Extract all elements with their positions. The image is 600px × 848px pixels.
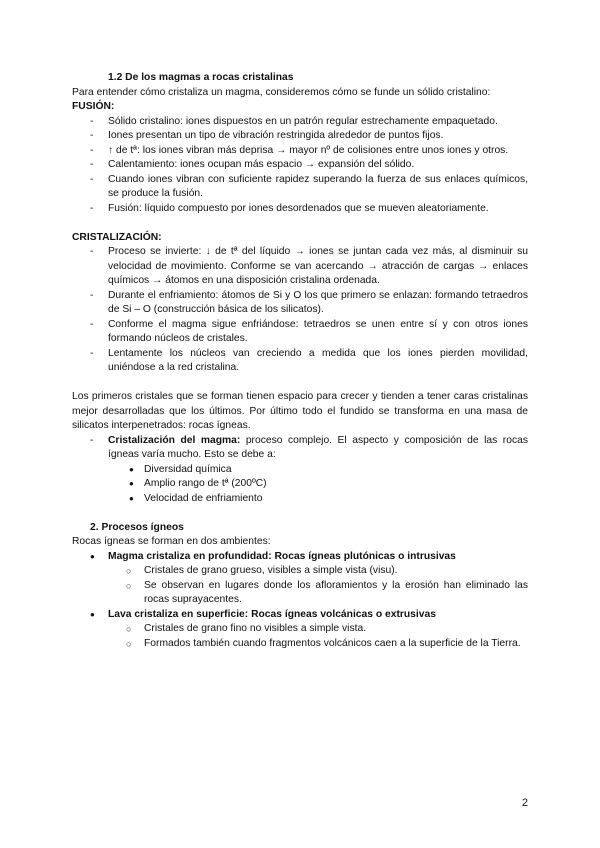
cristalizacion-list	[72, 245, 528, 376]
list-item: - ↑ de tª: los iones vibran más deprisa → mayor nº de colisiones entre unos iones y otros.	[72, 144, 528, 159]
volcanicas-sublist	[108, 622, 528, 651]
list-item: ● Velocidad de enfriamiento	[72, 492, 528, 507]
fusion-list	[72, 115, 528, 217]
list-item: ○ Cristales de grano fino no visibles a simple vista.	[108, 622, 528, 637]
cristalizacion-heading: CRISTALIZACIÓN:	[72, 231, 162, 243]
list-item	[72, 434, 528, 463]
section-2-title: 2. Procesos ígneos	[90, 521, 184, 533]
section-2-intro: Rocas ígneas se forman en dos ambientes:	[72, 536, 271, 547]
list-item: - Proceso se invierte: ↓ de tª del líquido → iones se juntan cada vez más, al disminuir su velocidad de movimiento. Conforme se van acercando → atracción de cargas → enlaces químicos → átomos en una disposición cristalina ordenada.	[72, 245, 528, 289]
list-item: - Calentamiento: iones ocupan más espacio → expansión del sólido.	[72, 158, 528, 173]
section-intro: Para entender cómo cristaliza un magma, consideremos cómo se funde un sólido cristalino:	[72, 86, 491, 98]
cristalizacion-magma-list	[72, 434, 528, 463]
list-item: - Fusión: líquido compuesto por iones desordenados que se mueven aleatoriamente.	[72, 202, 528, 217]
list-item	[72, 550, 528, 608]
factors-list	[72, 463, 528, 507]
list-item: - Iones presentan un tipo de vibración restringida alrededor de puntos fijos.	[72, 129, 528, 144]
list-item: ● Diversidad química	[72, 463, 528, 478]
page-number: 2	[521, 797, 528, 809]
list-item: - Sólido cristalino: iones dispuestos en un patrón regular estrechamente empaquetado.	[72, 115, 528, 130]
cristalizacion-magma-text: proceso complejo. El aspecto y composición de las rocas ígneas varía mucho. Esto se debe a:	[108, 434, 528, 460]
list-item: ○ Se observan en lugares donde los afloramientos y la erosión han eliminado las rocas suprayacentes.	[108, 579, 528, 608]
list-item: ○ Formados también cuando fragmentos volcánicos caen a la superficie de la Tierra.	[108, 637, 528, 652]
document-page	[72, 71, 528, 651]
list-item	[72, 608, 528, 652]
list-item: ● Amplio rango de tª (200ºC)	[72, 477, 528, 492]
list-item: - Durante el enfriamiento: átomos de Si y O los que primero se enlazan: formando tetraedros de Si – O (construcción básica de los silicatos).	[72, 289, 528, 318]
ambientes-list	[72, 550, 528, 652]
section-1-2-title: 1.2 De los magmas a rocas cristalinas	[108, 72, 294, 83]
plutonicas-label: Magma cristaliza en profundidad: Rocas ígneas plutónicas o intrusivas	[108, 550, 456, 562]
list-item: - Cuando iones vibran con suficiente rapidez superando la fuerza de sus enlaces químicos, se produce la fusión.	[72, 173, 528, 202]
list-item: ○ Cristales de grano grueso, visibles a simple vista (visu).	[108, 564, 528, 579]
cristalizacion-magma-label: Cristalización del magma:	[108, 434, 241, 446]
list-item: - Lentamente los núcleos van creciendo a medida que los iones pierden movilidad, uniéndose a la red cristalina.	[72, 347, 528, 376]
list-item: - Conforme el magma sigue enfriándose: tetraedros se unen entre sí y con otros iones formando núcleos de cristales.	[72, 318, 528, 347]
fusion-heading: FUSIÓN:	[72, 101, 115, 112]
plutonicas-sublist	[108, 564, 528, 608]
paragraph-primeros-cristales: Los primeros cristales que se forman tienen espacio para crecer y tienden a tener caras cristalinas mejor desarrolladas que los últimos. Por último todo el fundido se transforma en una masa de silicatos interpenetrados: rocas ígneas.	[72, 391, 528, 431]
volcanicas-label: Lava cristaliza en superficie: Rocas ígneas volcánicas o extrusivas	[108, 608, 436, 620]
